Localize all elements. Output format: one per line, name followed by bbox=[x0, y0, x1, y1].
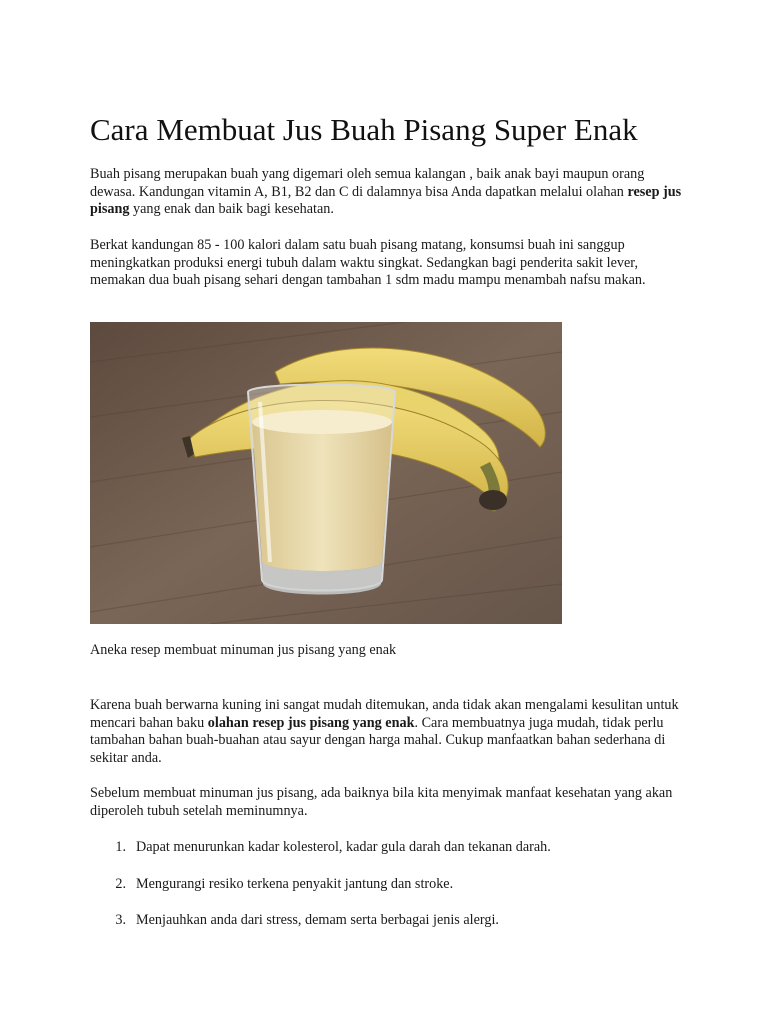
list-number: 1. bbox=[115, 839, 126, 855]
list-text: Mengurangi resiko terkena penyakit jantung dan stroke. bbox=[136, 875, 454, 892]
benefits-intro-paragraph: Sebelum membuat minuman jus pisang, ada baiknya bila kita menyimak manfaat kesehatan yang akan diperoleh tubuh setelah meminumnya. bbox=[90, 785, 673, 819]
list-number: 3. bbox=[115, 912, 126, 928]
list-text: Dapat menurunkan kadar kolesterol, kadar gula darah dan tekanan darah. bbox=[136, 839, 551, 855]
bold-keyword: olahan resep jus pisang yang enak bbox=[207, 714, 415, 731]
calorie-paragraph: Berkat kandungan 85 - 100 kalori dalam satu buah pisang matang, konsumsi buah ini sanggup meningkatkan produksi energi tubuh dalam waktu singkat. Sedangkan bagi penderita sakit lever, memakan dua buah pisang sehari dengan tambahan 1 sdm madu mampu menambah nafsu makan. bbox=[90, 237, 646, 288]
intro-paragraph: Buah pisang merupakan buah yang digemari oleh semua kalangan , baik anak bayi maupun orang dewasa. Kandungan vitamin A, B1, B2 dan C di dalamnya bisa Anda dapatkan melalui olahan resep jus pisang yang enak dan baik bagi kesehatan. bbox=[90, 166, 682, 217]
bold-keyword: resep jus pisang bbox=[90, 183, 682, 217]
photo-caption: Aneka resep membuat minuman jus pisang yang enak bbox=[90, 642, 397, 658]
banana-juice-photo bbox=[90, 322, 562, 624]
list-number: 2. bbox=[115, 875, 126, 892]
article-title: Cara Membuat Jus Buah Pisang Super Enak bbox=[90, 112, 638, 147]
list-text: Menjauhkan anda dari stress, demam serta berbagai jenis alergi. bbox=[136, 912, 499, 928]
banana-juice-illustration bbox=[90, 322, 562, 624]
ingredients-paragraph: Karena buah berwarna kuning ini sangat mudah ditemukan, anda tidak akan mengalami kesulitan untuk mencari bahan baku olahan resep jus pisang yang enak. Cara membuatnya juga mudah, tidak perlu tambahan bahan buah-buahan atau sayur dengan harga mahal. Cukup manfaatkan bahan sederhana di sekitar anda. bbox=[90, 697, 679, 766]
